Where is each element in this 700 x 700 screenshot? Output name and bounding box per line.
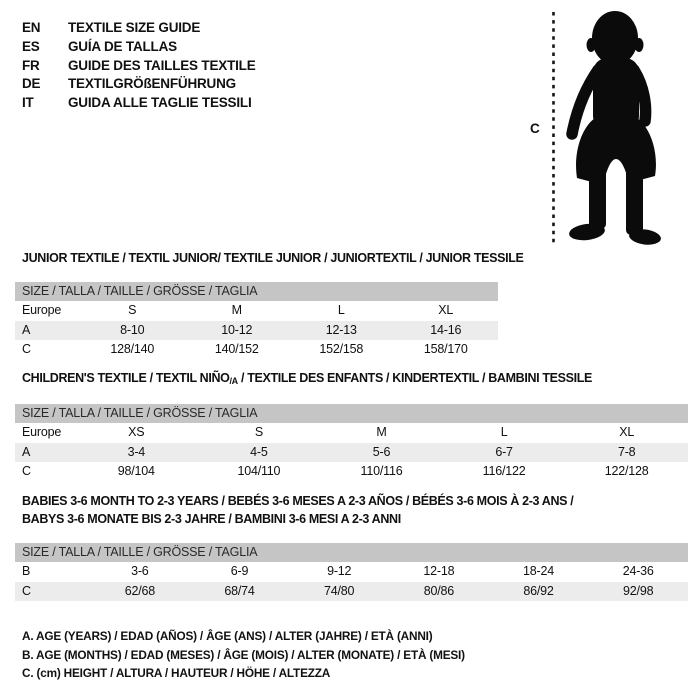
table-row-europe xyxy=(15,423,688,443)
table-row-age-months xyxy=(15,562,688,582)
language-title: GUIDA ALLE TAGLIE TESSILI xyxy=(68,95,252,111)
size-cell: 158/170 xyxy=(423,342,468,356)
size-cell: 7-8 xyxy=(617,444,636,459)
row-label: Europe xyxy=(22,303,62,317)
table-row-age xyxy=(15,443,688,463)
language-row-fr xyxy=(22,57,256,76)
size-cell: 12-18 xyxy=(423,564,455,578)
size-cell: 86/92 xyxy=(523,583,554,598)
legend-notes xyxy=(22,627,465,683)
size-cell: XL xyxy=(619,425,635,439)
size-header-bar: SIZE / TALLA / TAILLE / GRÖSSE / TAGLIA xyxy=(15,282,498,301)
legend-note-c: C. (cm) HEIGHT / ALTURA / HAUTEUR / HÖHE / ALTEZZA xyxy=(22,666,331,681)
section-title-line2: BABYS 3-6 MONATE BIS 2-3 JAHRE / BAMBINI 3-6 MESI A 2-3 ANNI xyxy=(22,512,401,526)
height-measure-label: C xyxy=(530,121,540,136)
size-cell: L xyxy=(500,425,508,439)
row-label: C xyxy=(22,342,31,356)
language-title: TEXTILE SIZE GUIDE xyxy=(68,20,201,35)
language-list xyxy=(22,19,256,113)
table-row-height xyxy=(15,582,688,602)
babies-size-table xyxy=(15,543,688,601)
language-title: GUÍA DE TALLAS xyxy=(68,38,177,54)
size-cell: 24-36 xyxy=(622,564,654,578)
size-cell: 122/128 xyxy=(604,464,649,478)
table-row-age xyxy=(15,321,498,341)
size-cell: XL xyxy=(438,303,454,317)
table-row-height xyxy=(15,462,688,482)
size-cell: 140/152 xyxy=(214,342,259,356)
size-cell: 18-24 xyxy=(523,564,555,578)
size-cell: 104/110 xyxy=(237,464,281,478)
size-cell: S xyxy=(254,425,263,439)
row-label: C xyxy=(22,583,31,598)
section-title-line1: BABIES 3-6 MONTH TO 2-3 YEARS / BEBÉS 3-6 MESES A 2-3 AÑOS / BÉBÉS 3-6 MOIS À 2-3 ANS / xyxy=(22,494,574,508)
language-row-en xyxy=(22,19,256,38)
size-cell: 14-16 xyxy=(430,322,462,337)
language-code: DE xyxy=(22,76,41,92)
row-label: Europe xyxy=(22,425,62,439)
language-title: TEXTILGRÖßENFÜHRUNG xyxy=(68,76,236,92)
row-label: A xyxy=(22,444,31,459)
size-cell: S xyxy=(128,303,137,317)
row-label: C xyxy=(22,464,31,478)
section-title-babies xyxy=(22,492,573,528)
language-row-it xyxy=(22,94,256,113)
language-title: GUIDE DES TAILLES TEXTILE xyxy=(68,57,256,73)
size-cell: 98/104 xyxy=(117,464,155,478)
size-cell: 12-13 xyxy=(325,322,357,337)
size-cell: 68/74 xyxy=(224,583,255,598)
size-cell: M xyxy=(376,425,387,439)
size-cell: 3-6 xyxy=(131,564,149,578)
size-cell: XS xyxy=(128,425,145,439)
size-cell: 3-4 xyxy=(127,444,146,459)
row-label: B xyxy=(22,564,31,578)
size-cell: 8-10 xyxy=(120,322,145,337)
children-size-table xyxy=(15,404,688,482)
size-cell: 10-12 xyxy=(221,322,253,337)
toddler-silhouette xyxy=(545,8,670,246)
toddler-silhouette-shape xyxy=(568,11,662,246)
section-title-children xyxy=(22,371,592,386)
section-title-text: CHILDREN'S TEXTILE / TEXTIL NIÑO xyxy=(22,371,230,385)
size-cell: 62/68 xyxy=(124,583,155,598)
size-cell: L xyxy=(337,303,345,317)
legend-note-a: A. AGE (YEARS) / EDAD (AÑOS) / ÂGE (ANS) / ALTER (JAHRE) / ETÀ (ANNI) xyxy=(22,629,433,643)
junior-size-table xyxy=(15,282,498,360)
section-title-subscript: /A xyxy=(229,376,238,386)
size-cell: 128/140 xyxy=(110,342,155,356)
language-code: FR xyxy=(22,57,40,73)
size-cell: 9-12 xyxy=(327,564,352,578)
table-row-europe xyxy=(15,301,498,321)
size-cell: 5-6 xyxy=(372,444,391,459)
size-cell: 4-5 xyxy=(250,444,268,459)
row-label: A xyxy=(22,322,31,337)
size-cell: 116/122 xyxy=(482,464,526,478)
size-header-bar: SIZE / TALLA / TAILLE / GRÖSSE / TAGLIA xyxy=(15,404,688,423)
size-cell: 92/98 xyxy=(623,583,654,598)
language-code: ES xyxy=(22,38,40,54)
section-title-junior: JUNIOR TEXTILE / TEXTIL JUNIOR/ TEXTILE JUNIOR / JUNIORTEXTIL / JUNIOR TESSILE xyxy=(22,251,524,265)
size-cell: M xyxy=(231,303,242,317)
size-cell: 74/80 xyxy=(324,583,355,598)
size-cell: 80/86 xyxy=(423,583,454,598)
section-title-text: / TEXTILE DES ENFANTS / KINDERTEXTIL / BAMBINI TESSILE xyxy=(237,371,593,385)
language-row-de xyxy=(22,75,256,94)
language-code: EN xyxy=(22,20,41,35)
table-row-height xyxy=(15,340,498,360)
legend-note-b: B. AGE (MONTHS) / EDAD (MESES) / ÂGE (MOIS) / ALTER (MONATE) / ETÀ (MESI) xyxy=(22,647,465,662)
size-header-bar: SIZE / TALLA / TAILLE / GRÖSSE / TAGLIA xyxy=(15,543,688,562)
size-cell: 6-9 xyxy=(230,564,249,578)
size-cell: 6-7 xyxy=(495,444,513,459)
size-cell: 152/158 xyxy=(319,342,364,356)
language-row-es xyxy=(22,38,256,57)
size-cell: 110/116 xyxy=(360,464,403,478)
language-code: IT xyxy=(22,95,34,111)
